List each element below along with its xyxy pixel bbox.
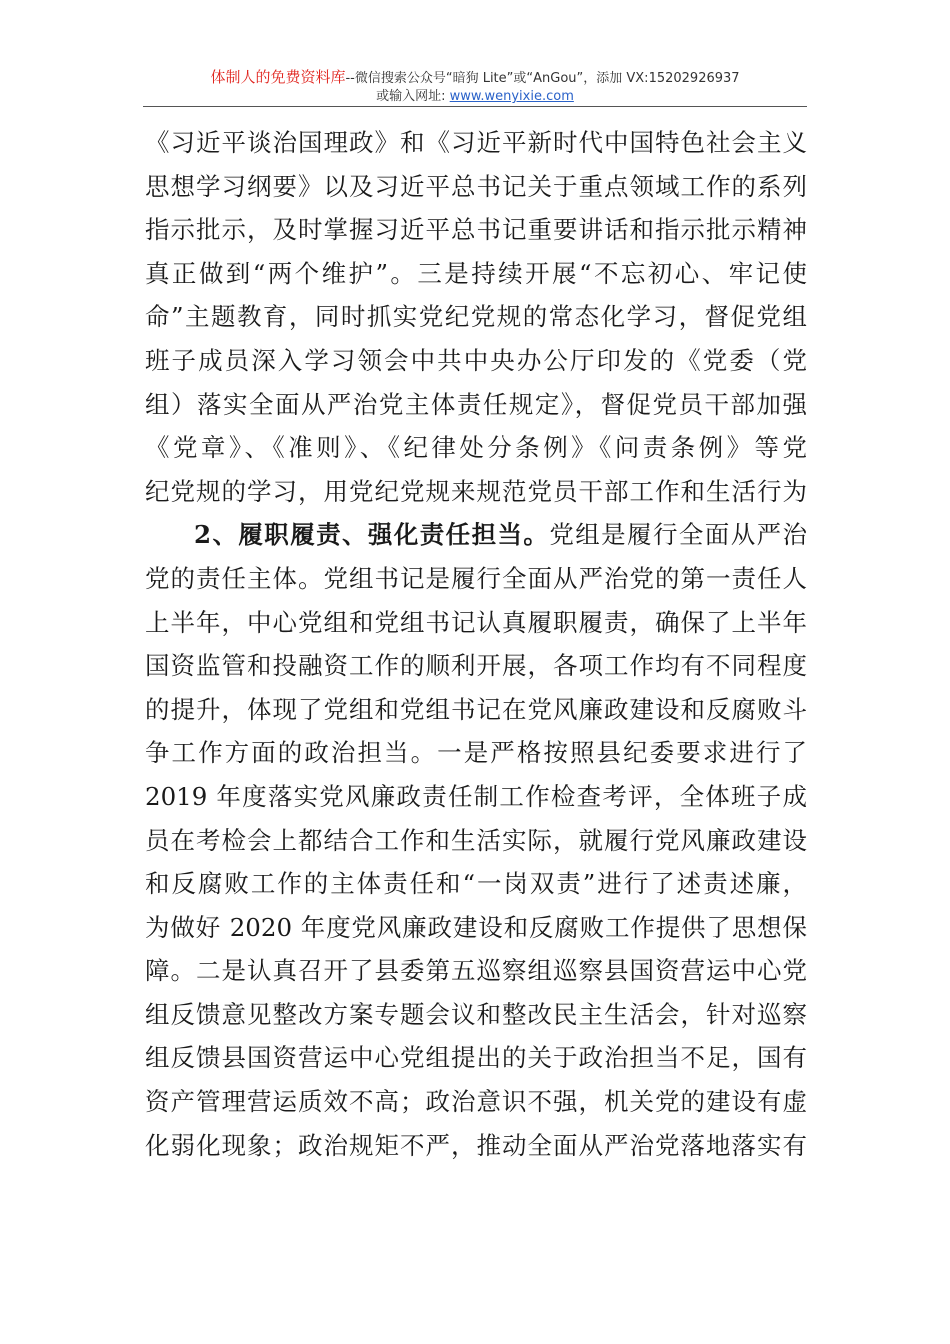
header-url-prefix: 或输入网址: bbox=[376, 89, 446, 104]
header-url-link[interactable]: www.wenyixie.com bbox=[449, 89, 574, 104]
header-line-2 bbox=[143, 88, 807, 106]
text-line: 《习近平谈治国理政》和《习近平新时代中国特色社会主义 bbox=[145, 128, 807, 157]
page-header bbox=[143, 68, 807, 106]
text-line: 资产管理营运质效不高；政治意识不强，机关党的建设有虚 bbox=[145, 1087, 807, 1117]
text-line: 上半年，中心党组和党组书记认真履职履责，确保了上半年 bbox=[145, 607, 807, 637]
text-line: 障。二是认真召开了县委第五巡察组巡察县国资营运中心党 bbox=[145, 956, 807, 986]
text-line: 纪党规的学习，用党纪党规来规范党员干部工作和生活行为 bbox=[145, 476, 807, 506]
text-line: 员在考检会上都结合工作和生活实际，就履行党风廉政建设 bbox=[145, 825, 807, 855]
text-line: 党的责任主体。党组书记是履行全面从严治党的第一责任人 bbox=[145, 563, 807, 593]
text-line: 真正做到“两个维护”。三是持续开展“不忘初心、牢记使 bbox=[145, 258, 807, 288]
text-line: 国资监管和投融资工作的顺利开展，各项工作均有不同程度 bbox=[145, 651, 807, 681]
text-line: 组）落实全面从严治党主体责任规定》，督促党员干部加强 bbox=[145, 389, 807, 419]
text-line: 化弱化现象；政治规矩不严，推动全面从严治党落地落实有 bbox=[145, 1130, 807, 1160]
text-line: 的提升，体现了党组和党组书记在党风廉政建设和反腐败斗 bbox=[145, 694, 807, 724]
header-divider bbox=[143, 106, 807, 107]
section-heading: 2、履职履责、强化责任担当。 bbox=[194, 520, 550, 550]
text-line: 2019 年度落实党风廉政责任制工作检查考评，全体班子成 bbox=[145, 781, 807, 811]
text-line: 班子成员深入学习领会中共中央办公厅印发的《党委（党 bbox=[145, 345, 807, 375]
header-brand: 体制人的免费资料库 bbox=[210, 68, 346, 86]
text-line: 争工作方面的政治担当。一是严格按照县纪委要求进行了 bbox=[145, 738, 807, 768]
text-line: 指示批示，及时掌握习近平总书记重要讲话和指示批示精神 bbox=[145, 215, 807, 245]
section-heading-line bbox=[145, 513, 807, 557]
text-line: 组反馈意见整改方案专题会议和整改民主生活会，针对巡察 bbox=[145, 999, 807, 1029]
header-contact: --微信搜索公众号“暗狗 Lite”或“AnGou”，添加 VX:15202926937 bbox=[345, 71, 740, 86]
text-line: 组反馈县国资营运中心党组提出的关于政治担当不足，国有 bbox=[145, 1043, 807, 1073]
text-line: 思想学习纲要》以及习近平总书记关于重点领域工作的系列 bbox=[145, 171, 807, 201]
text-line: 《党章》、《准则》、《纪律处分条例》《问责条例》等党 bbox=[145, 433, 807, 463]
text-line: 为做好 2020 年度党风廉政建设和反腐败工作提供了思想保 bbox=[145, 912, 807, 942]
text-line: 命”主题教育，同时抓实党纪党规的常态化学习，督促党组 bbox=[145, 302, 807, 332]
document-body bbox=[145, 121, 807, 1167]
header-line-1 bbox=[143, 68, 807, 88]
section-heading-continuation: 党组是履行全面从严治 bbox=[549, 520, 808, 550]
text-line: 和反腐败工作的主体责任和“一岗双责”进行了述责述廉， bbox=[145, 869, 807, 899]
